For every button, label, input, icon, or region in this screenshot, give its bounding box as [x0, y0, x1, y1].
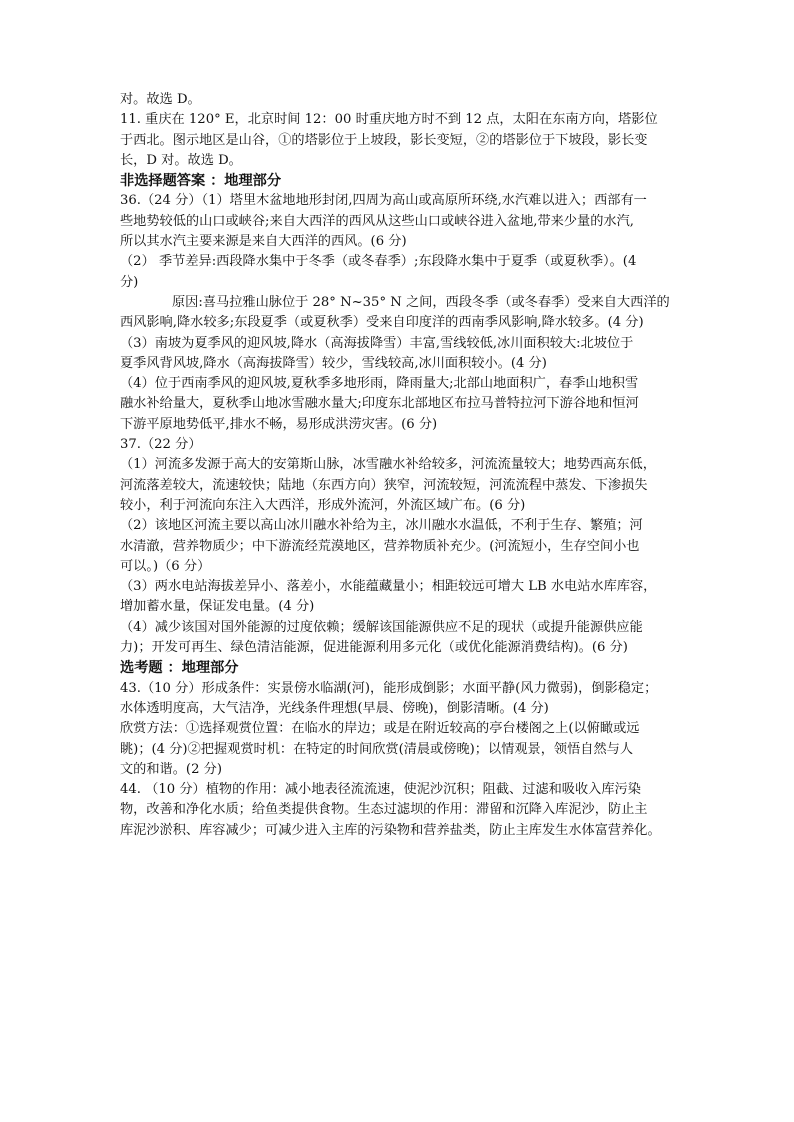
- text-line: （4）位于西南季风的迎风坡,夏秋季多地形雨，降雨量大;北部山地面积广，春季山地积雪: [120, 376, 639, 392]
- text-line: 下游平原地势低平,排水不畅，易形成洪涝灾害。(6 分): [120, 416, 438, 432]
- section-heading: 选考题 ：地理部分: [120, 660, 239, 677]
- text-line: 眺)；(4 分)②把握观赏时机：在特定的时间欣赏(清晨或傍晚)；以情观景，领悟自然与人: [120, 741, 634, 757]
- text-line: 水体透明度高，大气洁净，光线条件理想(早晨、傍晚)，倒影清晰。(4 分): [120, 700, 549, 716]
- text-line: 37.（22 分）: [120, 437, 202, 453]
- text-line: 原因:喜马拉雅山脉位于 28° N~35° N 之间，西段冬季（或冬春季）受来自大西洋的: [172, 294, 670, 310]
- answer-key-document: [120, 90, 685, 841]
- text-line: 于西北。图示地区是山谷，①的塔影位于上坡段，影长变短，②的塔影位于下坡段，影长变: [120, 132, 648, 148]
- text-line: 长，D 对。故选 D。: [120, 152, 242, 168]
- text-line: 力)；开发可再生、绿色清洁能源，促进能源利用多元化（或优化能源消费结构)。(6 分): [120, 640, 628, 656]
- text-line: 些地势较低的山口或峡谷;来自大西洋的西风从这些山口或峡谷进入盆地,带来少量的水汽,: [120, 213, 634, 229]
- text-line: 43.（10 分）形成条件：实景傍水临湖(河)，能形成倒影；水面平静(风力微弱)，倒影稳定；: [120, 680, 658, 696]
- text-line: 较小，利于河流向东注入大西洋，形成外流河，外流区域广布。(6 分): [120, 497, 526, 513]
- text-line: （2） 季节差异:西段降水集中于冬季（或冬春季）;东段降水集中于夏季（或夏秋季）。(4: [120, 254, 637, 270]
- text-line: 西风影响,降水较多;东段夏季（或夏秋季）受来自印度洋的西南季风影响,降水较多。(4 分): [120, 315, 644, 331]
- text-line: 所以其水汽主要来源是来自大西洋的西风。(6 分): [120, 234, 407, 250]
- text-line: （4）减少该国对国外能源的过度依赖；缓解该国能源供应不足的现状（或提升能源供应能: [120, 619, 643, 635]
- text-line: 物，改善和净化水质；给鱼类提供食物。生态过滤坝的作用：滞留和沉降入库泥沙，防止主: [120, 802, 648, 818]
- text-line: （3）两水电站海拔差异小、落差小，水能蕴藏量小；相距较远可增大 LB 水电站水库库容，: [120, 579, 657, 595]
- text-line: 分): [120, 274, 139, 290]
- text-line: 36.（24 分）（1）塔里木盆地地形封闭,四周为高山或高原所环绕,水汽难以进入；西部有一: [120, 193, 647, 209]
- text-line: 水清澈，营养物质少；中下游流经荒漠地区，营养物质补充少。(河流短小，生存空间小也: [120, 538, 640, 554]
- text-line: （2）该地区河流主要以高山冰川融水补给为主，冰川融水水温低，不利于生存、繁殖；河: [120, 518, 643, 534]
- text-line: 44. （10 分）植物的作用：减小地表径流流速，使泥沙沉积；阻截、过滤和吸收入库污染: [120, 782, 641, 798]
- text-line: 欣赏方法：①选择观赏位置：在临水的岸边；或是在附近较高的亭台楼阁之上(以俯瞰或远: [120, 721, 640, 737]
- text-line: 夏季风背风坡,降水（高海拔降雪）较少，雪线较高,冰川面积较小。(4 分): [120, 355, 547, 371]
- text-line: （3）南坡为夏季风的迎风坡,降水（高海拔降雪）丰富,雪线较低,冰川面积较大:北坡位于: [120, 335, 634, 351]
- text-line: 融水补给量大，夏秋季山地冰雪融水量大;印度东北部地区布拉马普特拉河下游谷地和恒河: [120, 396, 639, 412]
- text-line: 库泥沙淤积、库容减少；可减少进入主库的污染物和营养盐类，防止主库发生水体富营养化。: [120, 822, 661, 838]
- text-line: （1）河流多发源于高大的安第斯山脉，冰雪融水补给较多，河流流量较大；地势西高东低，: [120, 457, 656, 473]
- text-line: 可以。)（6 分）: [120, 558, 211, 574]
- text-line: 河流落差较大，流速较快；陆地（东西方向）狭窄，河流较短，河流流程中蒸发、下渗损失: [120, 477, 648, 493]
- text-line: 对。故选 D。: [120, 92, 201, 107]
- text-line: 文的和谐。(2 分): [120, 761, 222, 777]
- text-line: 11. 重庆在 120° E，北京时间 12：00 时重庆地方时不到 12 点，太阳在东南方向，塔影位: [120, 112, 658, 128]
- text-line: 增加蓄水量，保证发电量。(4 分): [120, 599, 315, 615]
- section-heading: 非选择题答案 ：地理部分: [120, 173, 282, 190]
